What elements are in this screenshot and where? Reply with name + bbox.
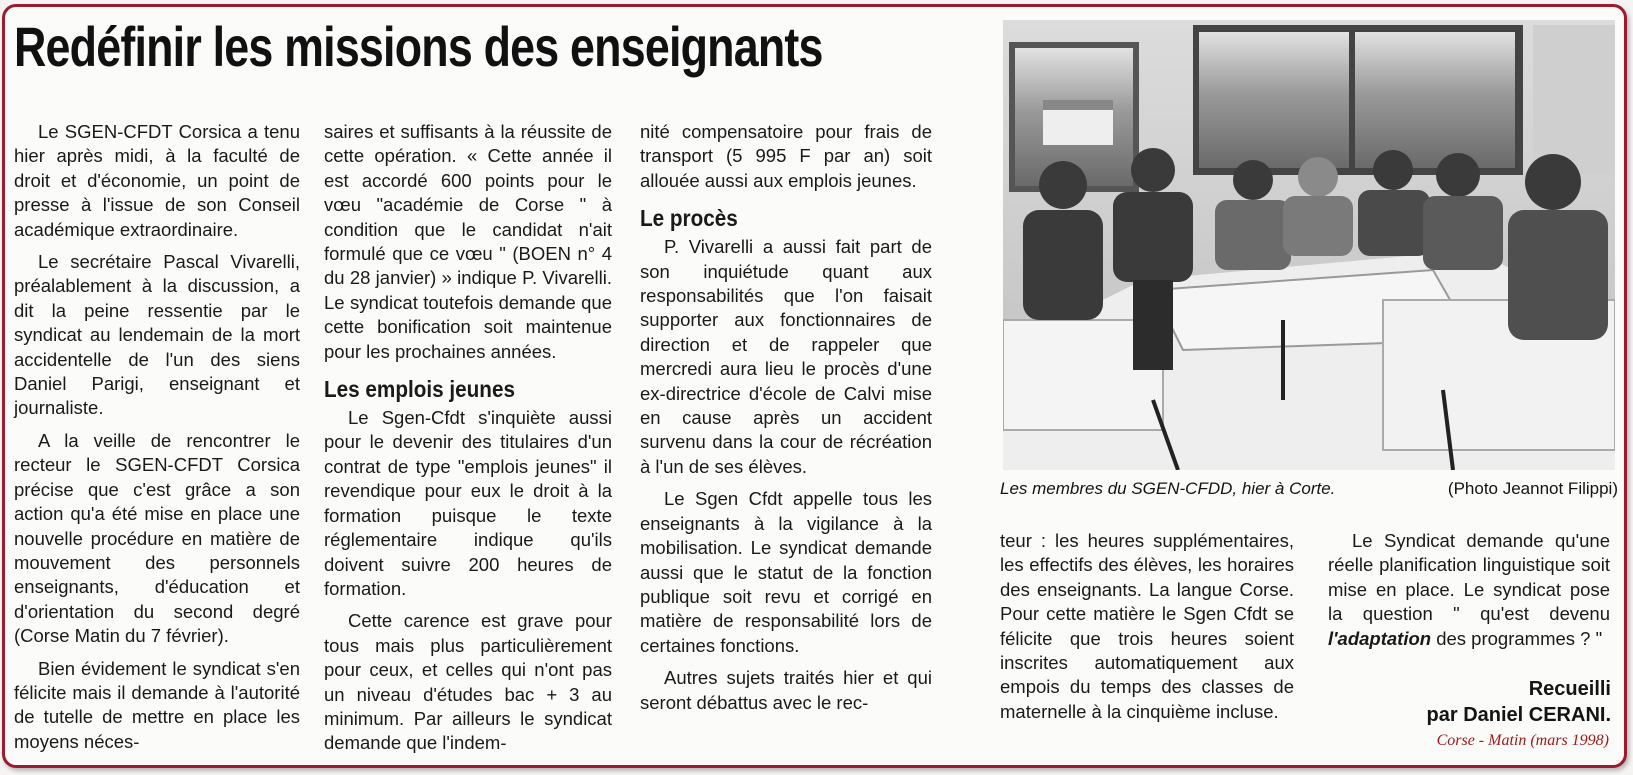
paragraph: Bien évidement le syndicat s'en félicite mais il demande à l'autorité de tutelle de mettre en place les moyens néces- bbox=[14, 657, 300, 752]
paragraph: A la veille de rencontrer le recteur le SGEN-CFDT Corsica précise que c'est grâce a son action qu'a été mise en place une nouvelle procédure en matière de mouvement des personnels enseignants, d'éducation et d'orientation du second degré (Corse Matin du 7 février). bbox=[14, 429, 300, 647]
article-column-5 bbox=[1328, 529, 1610, 659]
text-run: Le Syndicat demande qu'une réelle planification linguistique soit mise en place. Le syndicat pose la question " qu'est devenu bbox=[1328, 530, 1610, 625]
text-run: des programmes ? " bbox=[1436, 627, 1603, 649]
paragraph: Autres sujets traités hier et qui seront débattus avec le rec- bbox=[640, 667, 932, 713]
paragraph: Le Sgen-Cfdt s'inquiète aussi pour le devenir des titulaires d'un contrat de type "emplois jeunes" il revendique pour eux le droit à la formation puisque le texte réglementaire indique qu'ils doivent suivre 200 heures de formation. bbox=[324, 407, 612, 599]
paragraph: P. Vivarelli a aussi fait part de son inquiétude quant aux responsabilités que l'on faisait supporter aux fonctionnaires de direction et de rappeler que mercredi aura lieu le procès d'une ex-directrice d'école de Calvi mise en cause après un accident survenu dans la cour de récréation à l'un de ses élèves. bbox=[640, 236, 932, 477]
group-photo bbox=[1003, 20, 1615, 470]
article-column-1 bbox=[14, 120, 300, 762]
emphasized-text: l'adaptation bbox=[1328, 627, 1432, 649]
subheading-emplois-jeunes: Les emplois jeunes bbox=[324, 376, 515, 403]
photo-image bbox=[1003, 20, 1615, 470]
byline bbox=[1427, 676, 1611, 728]
paragraph bbox=[1328, 529, 1610, 651]
paragraph: teur : les heures supplémentaires, les effectifs des élèves, les horaires des enseignants. La langue Corse. Pour cette matière le Sgen Cfdt se félicite que trois heures soient inscrites automatiquement aux empois du temps des classes de maternelle à la cinquième incluse. bbox=[1000, 530, 1294, 722]
paragraph: Le secrétaire Pascal Vivarelli, préalablement à la discussion, a dit la peine ressentie par le syndicat au lendemain de la mort accidentelle de l'un des siens Daniel Parigi, enseignant et journaliste. bbox=[14, 251, 300, 419]
article-title: Redéfinir les missions des enseignants bbox=[14, 15, 823, 78]
article-column-2 bbox=[324, 120, 612, 764]
article-column-4 bbox=[1000, 529, 1294, 732]
subheading-le-proces: Le procès bbox=[640, 205, 738, 232]
byline-author: par Daniel CERANI. bbox=[1426, 704, 1611, 726]
photo-credit: (Photo Jeannot Filippi) bbox=[1447, 479, 1618, 498]
paragraph: saires et suffisants à la réussite de cette opération. « Cette année il est accordé 600 points pour le vœu "académie de Corse " à condition que le candidat n'ait formulé que ce vœu " (BOEN n° 4 du 28 janvier) » indique P. Vivarelli. Le syndicat toutefois demande que cette bonification soit maintenue pour les prochaines années. bbox=[324, 121, 612, 362]
photo-caption: Les membres du SGEN-CFDD, hier à Corte. bbox=[1000, 479, 1336, 498]
article-column-3 bbox=[640, 120, 932, 723]
paragraph: Le Sgen Cfdt appelle tous les enseignants à la vigilance à la mobilisation. Le syndicat demande aussi que le statut de la fonction publique soit revu et corrigé en matière de responsabilité lors de certaines fonctions. bbox=[640, 488, 932, 656]
source-credit: Corse - Matin (mars 1998) bbox=[1436, 732, 1609, 749]
paragraph: nité compensatoire pour frais de transport (5 995 F par an) soit allouée aussi aux emplois jeunes. bbox=[640, 121, 932, 191]
paragraph: Le SGEN-CFDT Corsica a tenu hier après midi, à la faculté de droit et d'économie, un point de presse à l'issue de son Conseil académique extraordinaire. bbox=[14, 121, 300, 240]
byline-line-1: Recueilli bbox=[1528, 678, 1611, 700]
paragraph: Cette carence est grave pour tous mais plus particulièrement pour ceux, et celles qui n'ont pas un niveau d'études bac + 3 au minimum. Par ailleurs le syndicat demande que l'indem- bbox=[324, 610, 612, 754]
